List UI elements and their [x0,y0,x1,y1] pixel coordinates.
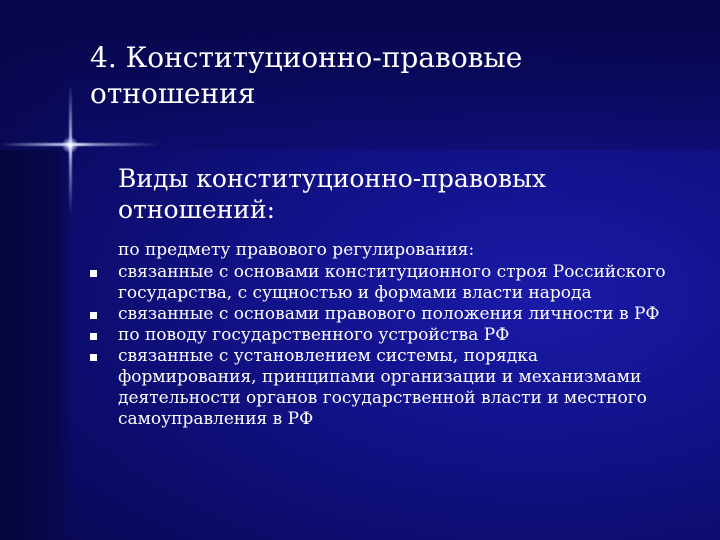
slide-subtitle: Виды конституционно-правовых отношений: [118,164,547,224]
bullet-list [88,262,668,430]
square-bullet-icon [90,270,97,277]
light-flare-core [62,137,78,153]
list-item [88,262,668,304]
light-flare-icon [0,143,160,146]
square-bullet-icon [90,312,97,319]
list-item-text: связанные с основами правового положения личности в РФ [118,304,660,324]
list-item-text: связанные с основами конституционного строя Российского государства, с сущностью и формами власти народа [118,262,666,303]
list-item [88,325,668,346]
square-bullet-icon [90,333,97,340]
square-bullet-icon [90,354,97,361]
list-item [88,346,668,430]
list-item-text: связанные с установлением системы, порядка формирования, принципами организации и механизмами деятельности органов государственной власти и местного самоуправления в РФ [118,346,647,429]
list-item [88,304,668,325]
lead-text: по предмету правового регулирования: [118,240,475,260]
list-item-text: по поводу государственного устройства РФ [118,325,510,345]
slide-title: 4. Конституционно-правовые отношения [90,41,523,110]
